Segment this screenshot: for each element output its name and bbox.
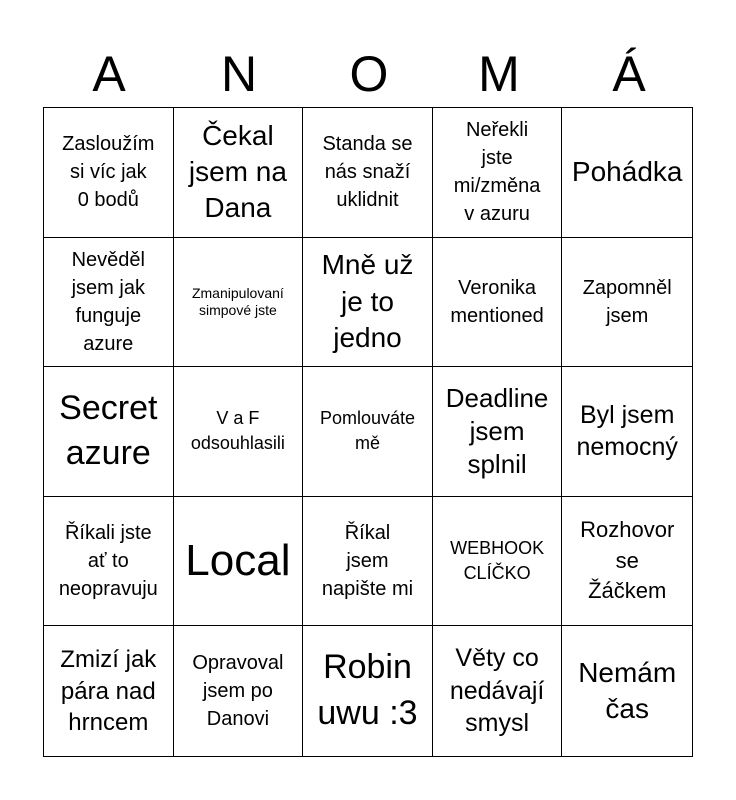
bingo-cell-text: Veronika mentioned xyxy=(450,276,544,327)
bingo-cell-text: V a F odsouhlasili xyxy=(190,408,285,454)
bingo-cell-r5c4[interactable] xyxy=(433,626,563,756)
bingo-cell-text: Local xyxy=(185,535,291,585)
bingo-cell-text: Nemám čas xyxy=(578,656,677,725)
bingo-cell-r4c5[interactable] xyxy=(562,497,692,627)
bingo-cell-r3c1[interactable] xyxy=(44,367,174,497)
bingo-cell-text: Neřekli jste mi/změna v azuru xyxy=(453,119,541,226)
bingo-cell-text: Byl jsem nemocný xyxy=(576,400,678,462)
bingo-cell-r4c2[interactable] xyxy=(174,497,304,627)
bingo-cell-r5c1[interactable] xyxy=(44,626,174,756)
bingo-cell-text: WEBHOOK CLÍČKO xyxy=(450,537,545,584)
bingo-cell-r1c5[interactable] xyxy=(562,108,692,238)
bingo-header xyxy=(44,40,694,108)
bingo-cell-text: Zmanipulovaní simpové jste xyxy=(191,285,284,318)
bingo-cell-r1c3[interactable] xyxy=(303,108,433,238)
header-letter-n: N xyxy=(220,46,258,102)
bingo-cell-r5c3[interactable] xyxy=(303,626,433,756)
bingo-cell-text: Zmizí jak pára nad hrncem xyxy=(60,646,157,736)
bingo-cell-r2c2[interactable] xyxy=(174,238,304,368)
bingo-cell-r4c1[interactable] xyxy=(44,497,174,627)
bingo-cell-text: Standa se nás snaží uklidnit xyxy=(322,133,413,212)
bingo-cell-text: Secret azure xyxy=(59,388,158,473)
bingo-cell-text: Robin uwu :3 xyxy=(317,648,418,733)
bingo-cell-r3c5[interactable] xyxy=(562,367,692,497)
bingo-cell-text: Pomlouváte mě xyxy=(319,408,416,454)
bingo-cell-r3c2[interactable] xyxy=(174,367,304,497)
bingo-cell-r5c5[interactable] xyxy=(562,626,692,756)
bingo-cell-text: Pohádka xyxy=(571,156,683,188)
bingo-cell-r4c3[interactable] xyxy=(303,497,433,627)
bingo-cell-text: Věty co nedávají smysl xyxy=(449,644,545,738)
bingo-cell-text: Zapomněl jsem xyxy=(582,276,672,327)
bingo-cell-r2c4[interactable] xyxy=(433,238,563,368)
bingo-cell-r1c1[interactable] xyxy=(44,108,174,238)
bingo-cell-r2c1[interactable] xyxy=(44,238,174,368)
bingo-cell-text: Říkali jste ať to neopravuju xyxy=(58,522,158,601)
bingo-cell-text: Čekal jsem na Dana xyxy=(188,119,287,224)
bingo-cell-r1c2[interactable] xyxy=(174,108,304,238)
bingo-cell-r1c4[interactable] xyxy=(433,108,563,238)
bingo-cell-r4c4[interactable] xyxy=(433,497,563,627)
bingo-cell-text: Deadline jsem splnil xyxy=(445,382,549,480)
bingo-board xyxy=(43,107,693,757)
bingo-cell-r2c5[interactable] xyxy=(562,238,692,368)
header-letter-a: A xyxy=(92,46,126,102)
bingo-cell-text: Rozhovor se Žáčkem xyxy=(580,516,675,604)
bingo-cell-text: Opravoval jsem po Danovi xyxy=(192,652,284,731)
bingo-cell-text: Mně už je to jedno xyxy=(321,249,414,354)
header-letter-m: M xyxy=(478,46,520,102)
bingo-cell-r3c4[interactable] xyxy=(433,367,563,497)
bingo-cell-r5c2[interactable] xyxy=(174,626,304,756)
header-letter-a-acute: Á xyxy=(612,46,646,102)
bingo-cell-text: Nevěděl jsem jak funguje azure xyxy=(71,248,145,355)
header-letter-o: O xyxy=(349,46,389,102)
bingo-cell-text: Říkal jsem napište mi xyxy=(321,522,414,601)
bingo-cell-r2c3[interactable] xyxy=(303,238,433,368)
bingo-cell-text: Zasloužím si víc jak 0 bodů xyxy=(62,133,155,212)
bingo-cell-r3c3[interactable] xyxy=(303,367,433,497)
